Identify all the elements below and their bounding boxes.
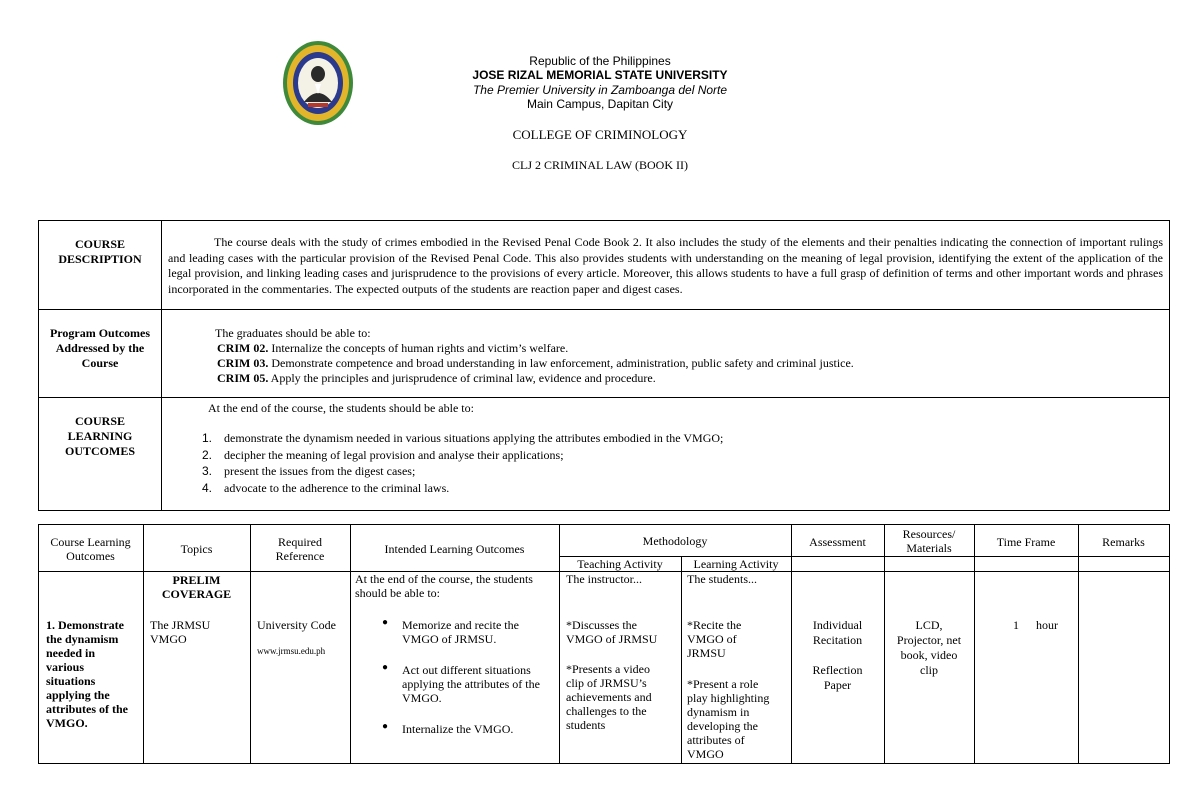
prelim-coverage-label: PRELIM COVERAGE (161, 573, 232, 601)
course-title: CLJ 2 CRIMINAL LAW (BOOK II) (511, 158, 689, 172)
header-tagline: The Premier University in Zamboanga del Norte (472, 83, 728, 97)
col-header-time-frame: Time Frame (996, 535, 1056, 549)
course-description-label: COURSE DESCRIPTION (39, 221, 162, 309)
college-title: COLLEGE OF CRIMINOLOGY (512, 127, 688, 142)
ilo-item: Memorize and recite the VMGO of JRMSU. (402, 618, 519, 646)
course-description-text: The course deals with the study of crimes embodied in the Revised Penal Code Book 2. It also includes the study of the elements and their penalties indicating the connection of important rulings and leading cases with the particular provision of the Revised Penal Code. This also provides students with understanding on the meaning of legal provision, identifying the extent of the application of the legal provision, and linking leading cases and jurisprudence to the provisions of every article. Moreover, this allows students to have a full grasp of definition of terms and other important words and phrases incorporated in the commentaries. The expected outputs of the students are reaction paper and digest cases. (168, 235, 1163, 296)
learning-intro: The students... (687, 572, 757, 586)
col-header-clo: Course Learning Outcomes (50, 535, 131, 563)
program-outcome-item: CRIM 02. Internalize the concepts of human rights and victim’s welfare. (217, 341, 569, 355)
course-description-section (38, 220, 1170, 310)
bullet-icon: ● (382, 662, 389, 673)
bullet-icon: ● (382, 721, 389, 732)
header-campus: Main Campus, Dapitan City (526, 97, 674, 111)
program-outcome-item: CRIM 03. Demonstrate competence and broad understanding in law enforcement, administration, public safety and criminal justice. (217, 356, 854, 370)
col-header-learning: Learning Activity (693, 557, 779, 571)
col-header-assessment: Assessment (809, 535, 866, 549)
row-resources: LCD, Projector, net book, video clip (896, 618, 962, 677)
teaching-activity: *Presents a video clip of JRMSU’s achievements and challenges to the students (566, 662, 652, 732)
row-assessment: Individual Recitation Reflection Paper (812, 618, 863, 692)
col-header-remarks: Remarks (1102, 535, 1145, 549)
syllabus-table (38, 524, 1170, 764)
header-country: Republic of the Philippines (529, 54, 671, 68)
header-university-name: JOSE RIZAL MEMORIAL STATE UNIVERSITY (472, 68, 728, 82)
col-header-resources: Resources/ Materials (902, 527, 956, 555)
learning-outcome-item: 2. decipher the meaning of legal provision and analyse their applications; (202, 448, 564, 462)
col-header-reference: Required Reference (275, 535, 325, 563)
teaching-intro: The instructor... (566, 572, 642, 586)
bullet-icon: ● (382, 617, 389, 628)
col-header-methodology: Methodology (642, 534, 708, 548)
learning-outcome-item: 3. present the issues from the digest cases; (202, 464, 416, 478)
col-header-teaching: Teaching Activity (577, 557, 663, 571)
learning-outcome-item: 4. advocate to the adherence to the criminal laws. (202, 481, 450, 495)
learning-activity: *Present a role play highlighting dynamism in developing the attributes of VMGO (687, 677, 770, 761)
teaching-activity: *Discusses the VMGO of JRMSU (566, 618, 658, 646)
program-outcomes-section (38, 309, 1170, 398)
learning-outcomes-intro: At the end of the course, the students should be able to: (208, 401, 474, 415)
learning-outcomes-label: COURSE LEARNING OUTCOMES (39, 398, 162, 510)
learning-activity: *Recite the VMGO of JRMSU (687, 618, 742, 660)
program-outcomes-intro: The graduates should be able to: (215, 326, 371, 340)
program-outcomes-label: Program Outcomes Addressed by the Course (39, 310, 162, 397)
row-time-number: 1 (1013, 618, 1019, 632)
row-reference: University Code (257, 618, 336, 632)
university-seal-logo (282, 40, 354, 126)
ilo-item: Act out different situations applying the attributes of the VMGO. (402, 663, 540, 705)
program-outcome-item: CRIM 05. Apply the principles and jurisprudence of criminal law, evidence and procedure. (217, 371, 656, 385)
learning-outcome-item: 1. demonstrate the dynamism needed in various situations applying the attributes embodied in the VMGO; (202, 431, 724, 445)
row-ilo-intro: At the end of the course, the students should be able to: (355, 572, 533, 600)
col-header-ilo: Intended Learning Outcomes (384, 542, 525, 556)
ilo-item: Internalize the VMGO. (402, 722, 514, 736)
row-topics: The JRMSU VMGO (150, 618, 211, 646)
row-clo: 1. Demonstrate the dynamism needed in various situations applying the attributes of the VMGO. (46, 618, 128, 730)
row-time-unit: hour (1036, 618, 1058, 632)
col-header-topics: Topics (180, 542, 213, 556)
reference-url: www.jrmsu.edu.ph (257, 646, 326, 656)
learning-outcomes-section (38, 397, 1170, 511)
